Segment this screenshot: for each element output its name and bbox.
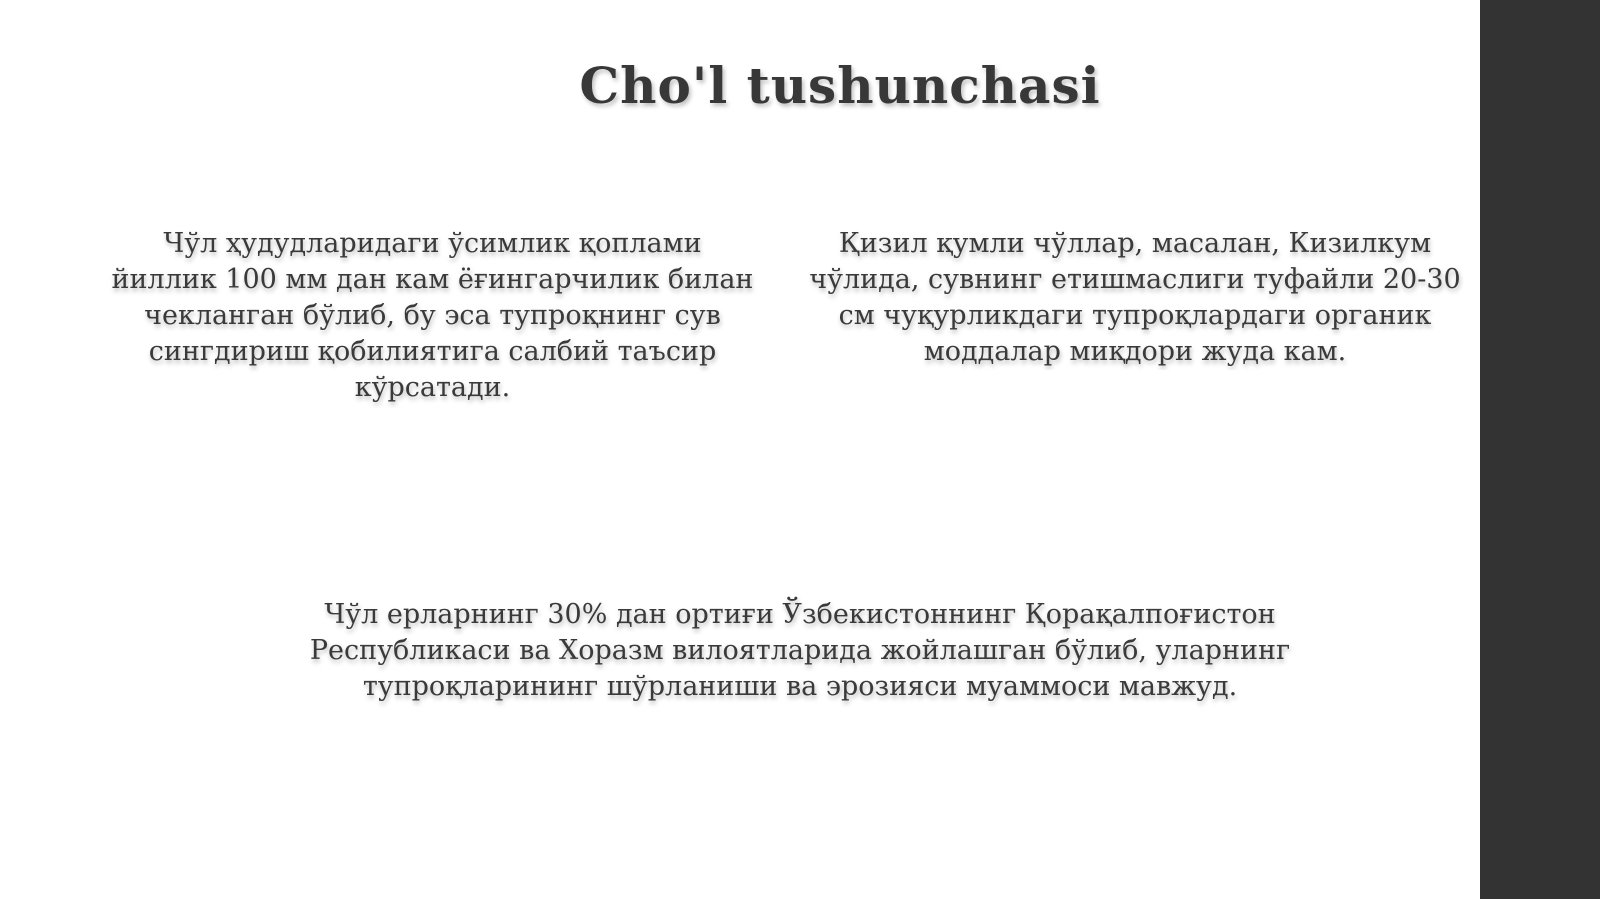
right-paragraph-line: Қизил қумли чўллар, масалан, Кизилкум	[838, 228, 1432, 259]
right-paragraph	[790, 226, 1480, 370]
right-paragraph-line: чўлида, сувнинг етишмаслиги туфайли 20-30	[809, 264, 1461, 295]
right-paragraph-line: см чуқурликдаги тупроқлардаги органик	[838, 300, 1432, 331]
bottom-paragraph: Чўл ерларнинг 30% дан ортиғи Ўзбекистоннинг Қорақалпоғистон Республикаси ва Хоразм вилоятларида жойлашган бўлиб, уларнинг тупроқларининг шўрланиши ва эрозияси муаммоси мавжуд.	[309, 599, 1291, 702]
right-paragraph-line: моддалар миқдори жуда кам.	[923, 336, 1347, 367]
side-panel	[1480, 0, 1600, 899]
left-paragraph: Чўл ҳудудларидаги ўсимлик қоплами йиллик 100 мм дан кам ёғингарчилик билан чекланган бўлиб, бу эса тупроқнинг сув сингдириш қобилиятига салбий таъсир кўрсатади.	[111, 228, 754, 403]
slide-title: Cho'l tushunchasi	[579, 56, 1101, 115]
